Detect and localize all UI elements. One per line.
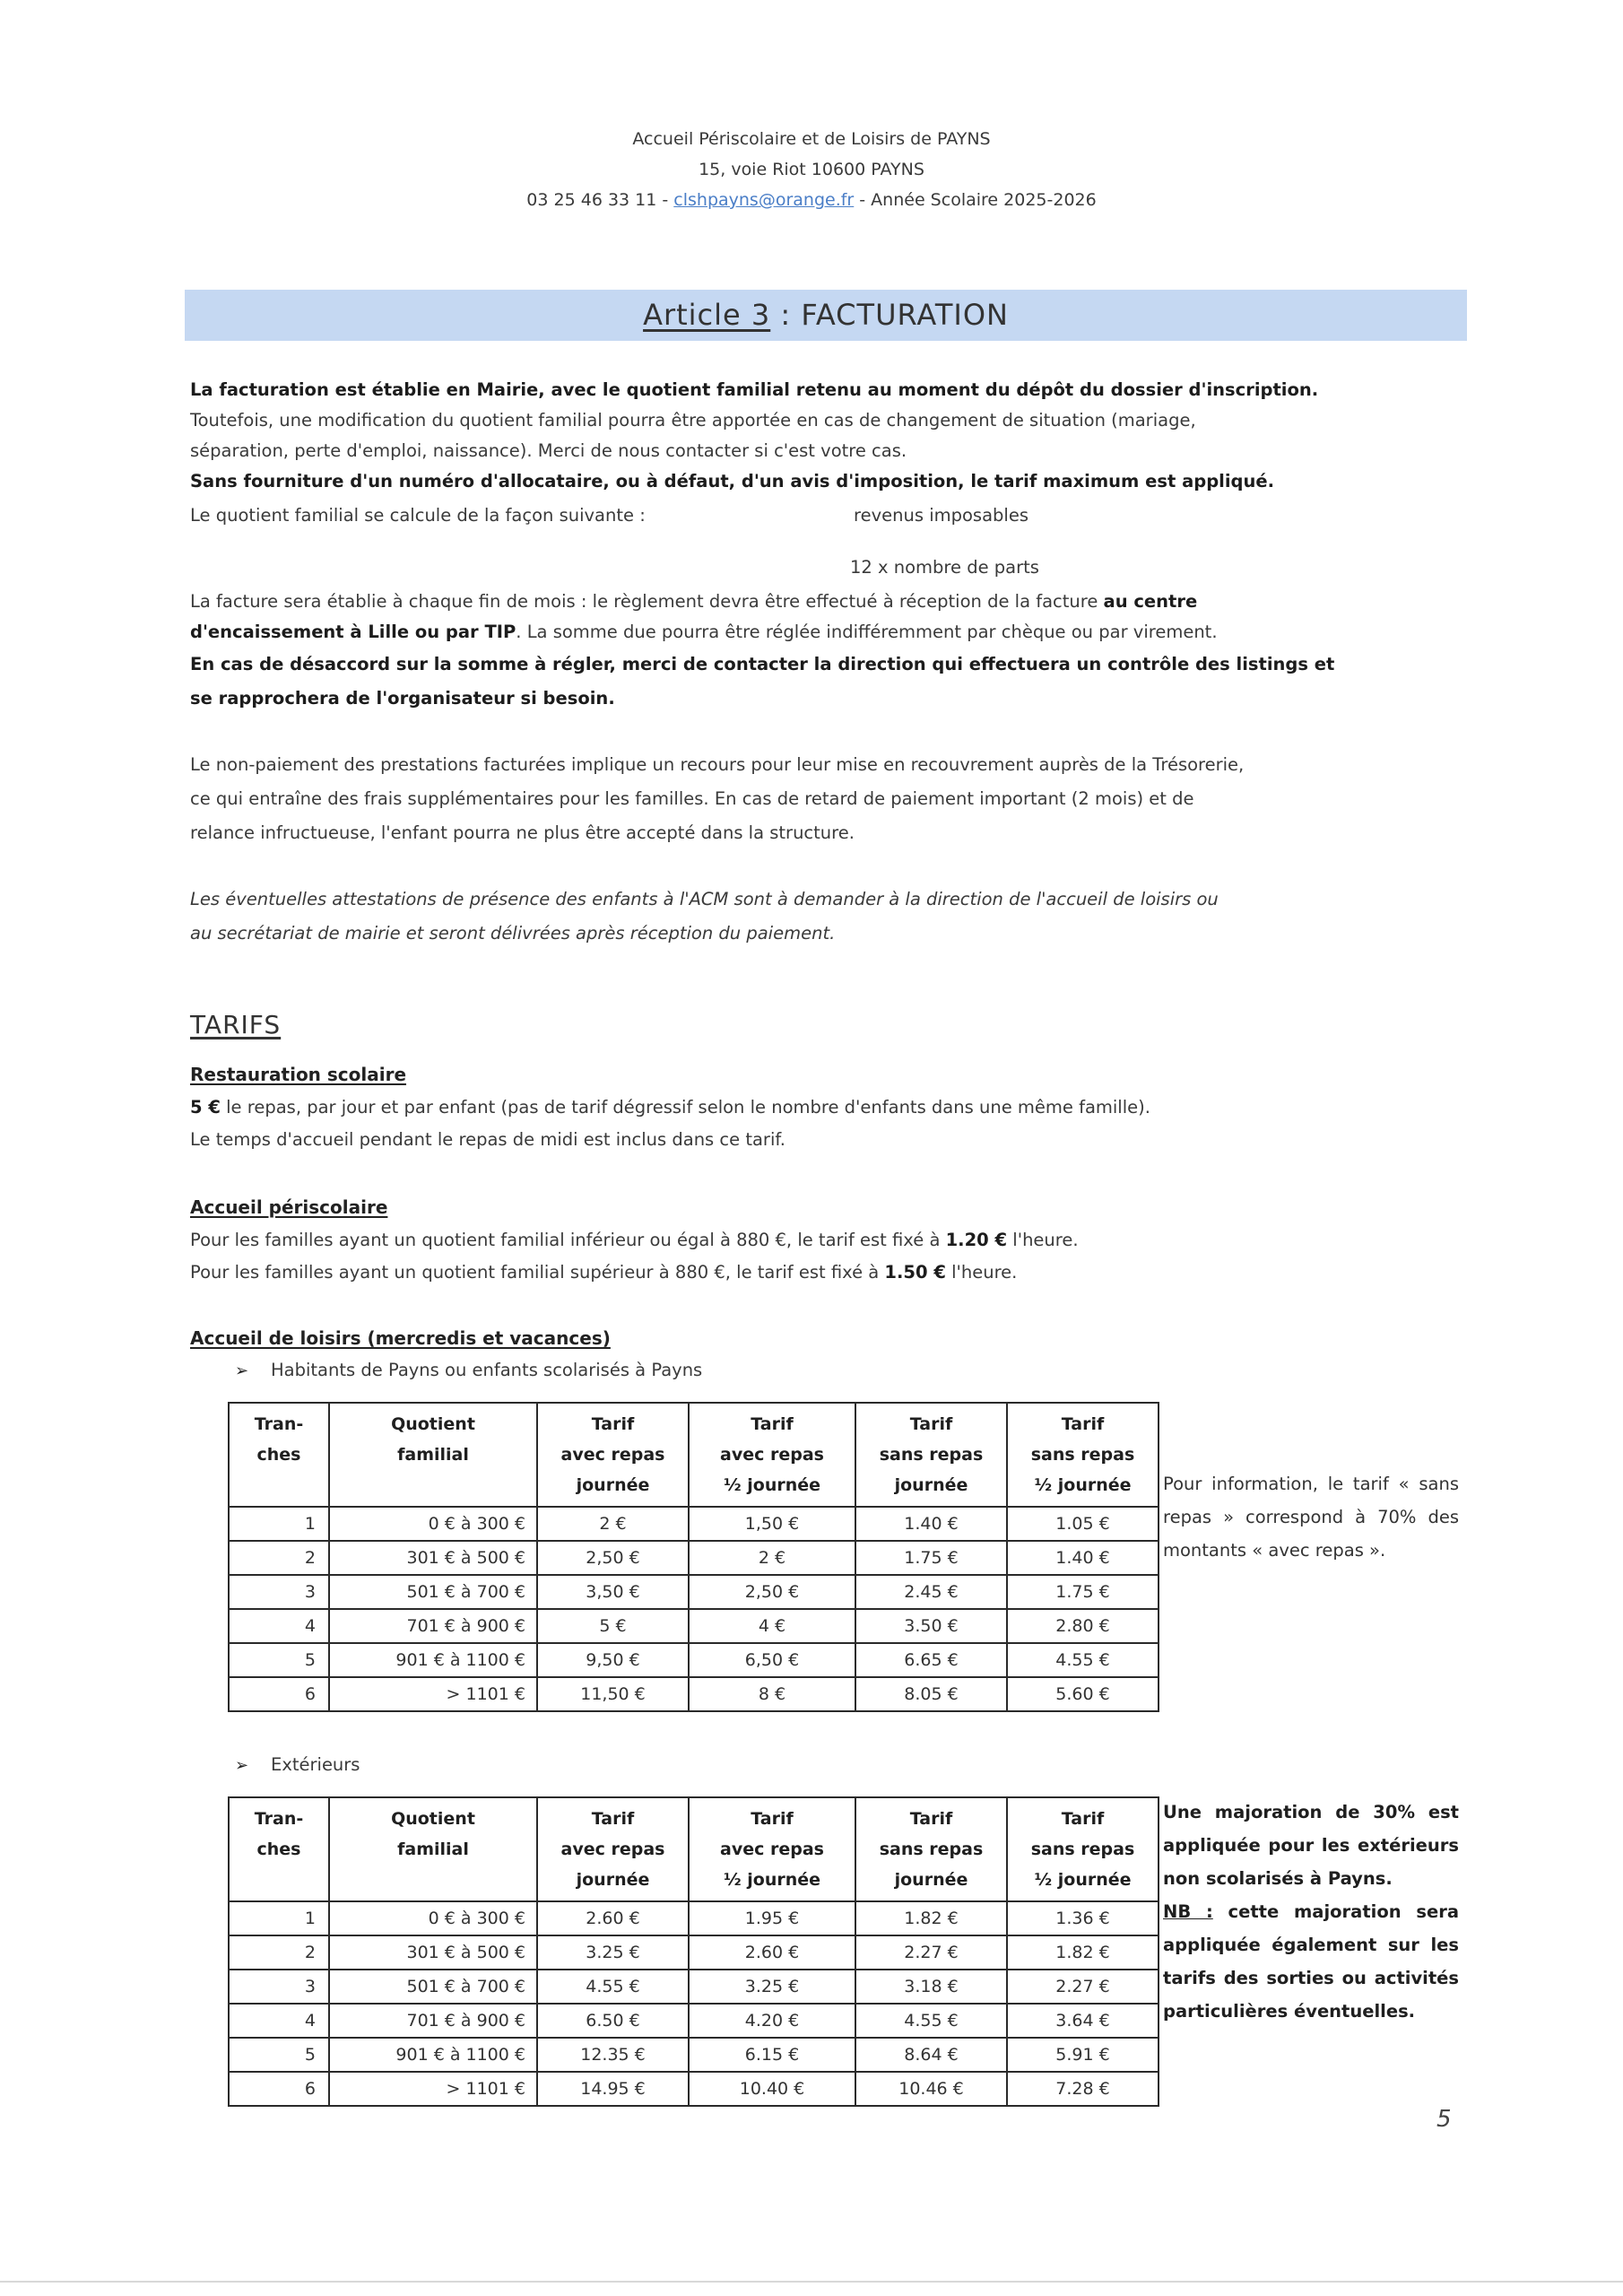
quotient-change-line1: Toutefois, une modification du quotient familial pourra être apportée en cas de changement de situation (mariage, [190, 410, 1196, 430]
habitants-bullet [235, 1360, 702, 1380]
header-line: sans repas [1030, 1445, 1135, 1465]
cell-avec-repas-demi-journee: 4 € [689, 1609, 855, 1643]
cell-sans-repas-journee: 2.45 € [855, 1575, 1007, 1609]
periscolaire-line2 [190, 1257, 1017, 1288]
cell-sans-repas-journee: 8.05 € [855, 1677, 1007, 1711]
table-row [229, 1609, 1159, 1643]
formula-label: Le quotient familial se calcule de la façon suivante : [190, 505, 646, 526]
cell-sans-repas-demi-journee: 4.55 € [1007, 1643, 1159, 1677]
cell-quotient-familial: 901 € à 1100 € [329, 2038, 537, 2072]
cell-sans-repas-journee: 2.27 € [855, 1935, 1007, 1970]
header-line: ½ journée [1034, 1475, 1132, 1495]
cell-sans-repas-demi-journee: 5.60 € [1007, 1677, 1159, 1711]
arrowhead-bullet-icon: ➢ [235, 1361, 249, 1380]
scan-edge-line [0, 2281, 1623, 2283]
table-row [229, 2038, 1159, 2072]
cell-sans-repas-journee: 4.55 € [855, 2004, 1007, 2038]
invoice-line1 [190, 587, 1197, 617]
table-row [229, 1677, 1159, 1711]
cell-avec-repas-demi-journee: 1,50 € [689, 1507, 855, 1541]
header-address: 15, voie Riot 10600 PAYNS [699, 160, 924, 179]
header-line: ½ journée [723, 1475, 821, 1495]
exterieurs-tariff-table [228, 1796, 1159, 2107]
article-title-band [185, 290, 1467, 341]
header-line: avec repas [560, 1445, 665, 1465]
header-avec-repas-demi-journee [689, 1403, 855, 1507]
cell-quotient-familial: 701 € à 900 € [329, 1609, 537, 1643]
table-row [229, 1901, 1159, 1935]
cell-avec-repas-journee: 4.55 € [537, 1970, 689, 2004]
header-school-year: - Année Scolaire 2025-2026 [854, 190, 1097, 210]
header-line: ches [256, 1445, 301, 1465]
cell-quotient-familial: 901 € à 1100 € [329, 1643, 537, 1677]
arrowhead-bullet-icon: ➢ [235, 1756, 249, 1775]
max-tariff-warning: Sans fourniture d'un numéro d'allocataire, ou à défaut, d'un avis d'imposition, le tarif maximum est appliqué. [190, 471, 1275, 491]
table-header-row [229, 1403, 1159, 1507]
header-line: Tarif [909, 1414, 953, 1434]
cell-tranches: 1 [229, 1507, 329, 1541]
header-phone: 03 25 46 33 11 - [526, 190, 674, 210]
periscolaire-unit-1: l'heure. [1007, 1230, 1079, 1250]
header-line: familial [397, 1445, 469, 1465]
header-line: avec repas [560, 1839, 665, 1859]
cell-tranches: 3 [229, 1970, 329, 2004]
periscolaire-heading: Accueil périscolaire [190, 1196, 388, 1218]
table-row [229, 2004, 1159, 2038]
header-line: ½ journée [723, 1870, 821, 1890]
cell-avec-repas-journee: 5 € [537, 1609, 689, 1643]
invoice-text: La facture sera établie à chaque fin de mois : le règlement devra être effectué à réception de la facture [190, 591, 1104, 612]
table-header-row [229, 1797, 1159, 1901]
cell-quotient-familial: 501 € à 700 € [329, 1970, 537, 2004]
page-number: 5 [1436, 2106, 1452, 2133]
header-line: sans repas [879, 1445, 984, 1465]
invoice-text-2: . La somme due pourra être réglée indifféremment par chèque ou par virement. [516, 622, 1218, 642]
table-row [229, 1507, 1159, 1541]
cell-avec-repas-demi-journee: 2,50 € [689, 1575, 855, 1609]
cell-tranches: 6 [229, 2072, 329, 2106]
cell-sans-repas-journee: 3.50 € [855, 1609, 1007, 1643]
nonpayment-line1: Le non-paiement des prestations facturées implique un recours pour leur mise en recouvrement auprès de la Trésorerie, [190, 754, 1245, 775]
article-heading: : FACTURATION [770, 298, 1009, 332]
cell-sans-repas-journee: 6.65 € [855, 1643, 1007, 1677]
cell-avec-repas-demi-journee: 1.95 € [689, 1901, 855, 1935]
cell-sans-repas-demi-journee: 1.36 € [1007, 1901, 1159, 1935]
attestation-line2: au secrétariat de mairie et seront délivrées après réception du paiement. [190, 923, 836, 944]
header-line: journée [576, 1475, 650, 1495]
cell-quotient-familial: 0 € à 300 € [329, 1901, 537, 1935]
header-avec-repas-journee [537, 1797, 689, 1901]
restauration-heading: Restauration scolaire [190, 1064, 407, 1085]
header-sans-repas-demi-journee [1007, 1403, 1159, 1507]
cell-quotient-familial: 0 € à 300 € [329, 1507, 537, 1541]
header-line: Tarif [751, 1414, 794, 1434]
cell-quotient-familial: 301 € à 500 € [329, 1935, 537, 1970]
cell-tranches: 5 [229, 2038, 329, 2072]
restauration-line1 [190, 1092, 1150, 1123]
table-row [229, 1970, 1159, 2004]
exterieurs-bullet [235, 1754, 360, 1775]
periscolaire-unit-2: l'heure. [945, 1262, 1018, 1283]
header-line: Tarif [1061, 1414, 1105, 1434]
header-line: Tran- [254, 1414, 304, 1434]
header-line: ches [256, 1839, 301, 1859]
cell-tranches: 5 [229, 1643, 329, 1677]
cell-sans-repas-journee: 10.46 € [855, 2072, 1007, 2106]
header-quotient-familial [329, 1797, 537, 1901]
cell-sans-repas-demi-journee: 1.75 € [1007, 1575, 1159, 1609]
restauration-price: 5 € [190, 1097, 221, 1118]
cell-avec-repas-demi-journee: 4.20 € [689, 2004, 855, 2038]
cell-avec-repas-demi-journee: 2 € [689, 1541, 855, 1575]
header-line: avec repas [720, 1445, 824, 1465]
habitants-tariff-table [228, 1402, 1159, 1712]
cell-avec-repas-demi-journee: 3.25 € [689, 1970, 855, 2004]
cell-sans-repas-journee: 3.18 € [855, 1970, 1007, 2004]
header-contact [0, 190, 1623, 210]
header-avec-repas-demi-journee [689, 1797, 855, 1901]
formula-numerator: revenus imposables [854, 505, 1028, 526]
header-line: Tran- [254, 1809, 304, 1829]
invoice-line2 [190, 617, 1218, 648]
cell-avec-repas-journee: 2 € [537, 1507, 689, 1541]
exterieurs-surcharge-note [1163, 1796, 1459, 2028]
header-tranches [229, 1403, 329, 1507]
header-line: Quotient [391, 1414, 475, 1434]
article-number: Article 3 [643, 298, 771, 332]
header-line: sans repas [879, 1839, 984, 1859]
header-line: journée [894, 1475, 968, 1495]
header-sans-repas-journee [855, 1403, 1007, 1507]
cell-avec-repas-demi-journee: 6,50 € [689, 1643, 855, 1677]
header-line: Tarif [909, 1809, 953, 1829]
cell-avec-repas-journee: 12.35 € [537, 2038, 689, 2072]
billing-intro-bold: La facturation est établie en Mairie, avec le quotient familial retenu au moment du dépôt du dossier d'inscription. [190, 379, 1319, 400]
cell-avec-repas-journee: 3.25 € [537, 1935, 689, 1970]
header-line: sans repas [1030, 1839, 1135, 1859]
periscolaire-price-2: 1.50 € [884, 1262, 946, 1283]
cell-avec-repas-demi-journee: 10.40 € [689, 2072, 855, 2106]
dispute-line1: En cas de désaccord sur la somme à régler, merci de contacter la direction qui effectuera un contrôle des listings et [190, 654, 1335, 674]
cell-avec-repas-journee: 3,50 € [537, 1575, 689, 1609]
header-line: Tarif [1061, 1809, 1105, 1829]
header-quotient-familial [329, 1403, 537, 1507]
table-row [229, 1541, 1159, 1575]
header-line: Quotient [391, 1809, 475, 1829]
cell-sans-repas-demi-journee: 1.82 € [1007, 1935, 1159, 1970]
habitants-label: Habitants de Payns ou enfants scolarisés à Payns [271, 1360, 703, 1380]
header-sans-repas-demi-journee [1007, 1797, 1159, 1901]
loisirs-heading: Accueil de loisirs (mercredis et vacances) [190, 1327, 611, 1349]
cell-sans-repas-journee: 1.40 € [855, 1507, 1007, 1541]
header-avec-repas-journee [537, 1403, 689, 1507]
cell-sans-repas-journee: 8.64 € [855, 2038, 1007, 2072]
cell-quotient-familial: 501 € à 700 € [329, 1575, 537, 1609]
cell-tranches: 4 [229, 2004, 329, 2038]
cell-tranches: 6 [229, 1677, 329, 1711]
invoice-bold-2: d'encaissement à Lille ou par TIP [190, 622, 516, 642]
habitants-info-note: Pour information, le tarif « sans repas » correspond à 70% des montants « avec repas ». [1163, 1474, 1459, 1561]
cell-avec-repas-journee: 6.50 € [537, 2004, 689, 2038]
cell-sans-repas-demi-journee: 1.40 € [1007, 1541, 1159, 1575]
header-line: Tarif [751, 1809, 794, 1829]
header-organisation: Accueil Périscolaire et de Loisirs de PAYNS [632, 129, 991, 149]
tarifs-heading: TARIFS [190, 1010, 282, 1039]
cell-avec-repas-journee: 9,50 € [537, 1643, 689, 1677]
cell-avec-repas-journee: 2,50 € [537, 1541, 689, 1575]
cell-sans-repas-demi-journee: 1.05 € [1007, 1507, 1159, 1541]
nb-label: NB : [1163, 1901, 1213, 1922]
dispute-line2: se rapprochera de l'organisateur si besoin. [190, 688, 615, 709]
periscolaire-text-2: Pour les familles ayant un quotient familial supérieur à 880 €, le tarif est fixé à [190, 1262, 885, 1283]
header-line: familial [397, 1839, 469, 1859]
cell-avec-repas-journee: 2.60 € [537, 1901, 689, 1935]
cell-tranches: 3 [229, 1575, 329, 1609]
cell-quotient-familial: 301 € à 500 € [329, 1541, 537, 1575]
restauration-text: le repas, par jour et par enfant (pas de tarif dégressif selon le nombre d'enfants dans une même famille). [220, 1097, 1150, 1118]
header-sans-repas-journee [855, 1797, 1007, 1901]
cell-avec-repas-demi-journee: 2.60 € [689, 1935, 855, 1970]
quotient-change-line2: séparation, perte d'emploi, naissance). Merci de nous contacter si c'est votre cas. [190, 440, 907, 461]
attestation-line1: Les éventuelles attestations de présence des enfants à l'ACM sont à demander à la direction de l'accueil de loisirs ou [190, 889, 1219, 909]
cell-sans-repas-demi-journee: 7.28 € [1007, 2072, 1159, 2106]
header-line: journée [894, 1870, 968, 1890]
cell-tranches: 1 [229, 1901, 329, 1935]
cell-sans-repas-demi-journee: 5.91 € [1007, 2038, 1159, 2072]
cell-avec-repas-journee: 11,50 € [537, 1677, 689, 1711]
table-row [229, 2072, 1159, 2106]
table-row [229, 1643, 1159, 1677]
restauration-line2: Le temps d'accueil pendant le repas de midi est inclus dans ce tarif. [190, 1129, 786, 1150]
cell-avec-repas-demi-journee: 8 € [689, 1677, 855, 1711]
nonpayment-line3: relance infructueuse, l'enfant pourra ne plus être accepté dans la structure. [190, 822, 855, 843]
cell-sans-repas-journee: 1.82 € [855, 1901, 1007, 1935]
periscolaire-text-1: Pour les familles ayant un quotient familial inférieur ou égal à 880 €, le tarif est fixé à [190, 1230, 946, 1250]
cell-sans-repas-journee: 1.75 € [855, 1541, 1007, 1575]
nonpayment-line2: ce qui entraîne des frais supplémentaires pour les familles. En cas de retard de paiement important (2 mois) et de [190, 788, 1194, 809]
periscolaire-line1 [190, 1225, 1079, 1256]
cell-tranches: 2 [229, 1935, 329, 1970]
invoice-bold: au centre [1103, 591, 1198, 612]
cell-avec-repas-journee: 14.95 € [537, 2072, 689, 2106]
header-line: ½ journée [1034, 1870, 1132, 1890]
table-row [229, 1935, 1159, 1970]
cell-avec-repas-demi-journee: 6.15 € [689, 2038, 855, 2072]
cell-sans-repas-demi-journee: 2.80 € [1007, 1609, 1159, 1643]
surcharge-text: Une majoration de 30% est appliquée pour les extérieurs non scolarisés à Payns. [1163, 1802, 1459, 1889]
nb-text: cette majoration sera appliquée également sur les tarifs des sorties ou activités particulières éventuelles. [1163, 1901, 1459, 2022]
formula-denominator: 12 x nombre de parts [850, 557, 1039, 578]
header-line: avec repas [720, 1839, 824, 1859]
cell-tranches: 4 [229, 1609, 329, 1643]
header-tranches [229, 1797, 329, 1901]
article-title [643, 298, 1009, 332]
cell-sans-repas-demi-journee: 3.64 € [1007, 2004, 1159, 2038]
exterieurs-label: Extérieurs [271, 1754, 360, 1775]
cell-sans-repas-demi-journee: 2.27 € [1007, 1970, 1159, 2004]
email-link[interactable]: clshpayns@orange.fr [673, 190, 855, 210]
cell-quotient-familial: > 1101 € [329, 1677, 537, 1711]
header-line: Tarif [591, 1809, 635, 1829]
cell-quotient-familial: > 1101 € [329, 2072, 537, 2106]
table-row [229, 1575, 1159, 1609]
periscolaire-price-1: 1.20 € [945, 1230, 1008, 1250]
cell-quotient-familial: 701 € à 900 € [329, 2004, 537, 2038]
header-line: Tarif [591, 1414, 635, 1434]
cell-tranches: 2 [229, 1541, 329, 1575]
header-line: journée [576, 1870, 650, 1890]
